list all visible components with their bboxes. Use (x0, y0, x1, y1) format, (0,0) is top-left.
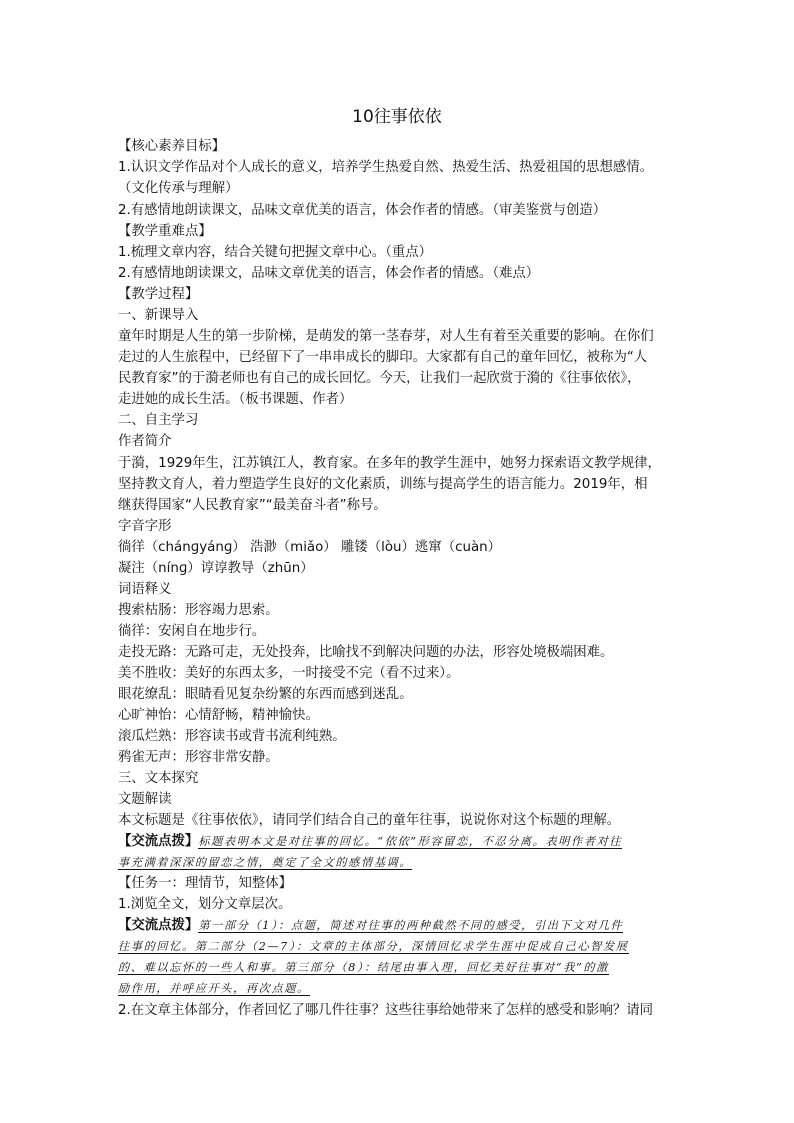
text-line: 走进她的成长生活。（板书课题、作者） (118, 392, 353, 407)
text-line: 2.有感情地朗读课文，品味文章优美的语言，体会作者的情感。（难点） (118, 266, 540, 281)
handwritten-answer: 第一部分（1）：点题，简述对往事的两种截然不同的感受，引出下文对几件 (198, 919, 624, 932)
subheading: 字音字形 (118, 519, 172, 534)
text-line: 1.浏览全文，划分文章层次。 (118, 897, 292, 912)
handwritten-answer: 标题表明本文是对往事的回忆。“依依”形容留恋，不忍分离。表明作者对往 (198, 835, 623, 848)
text-line: 于漪，1929年生，江苏镇江人，教育家。在多年的教学生涯中，她努力探索语文教学规律， (118, 456, 661, 471)
answer-line (118, 979, 684, 999)
text-line: （文化传承与理解） (118, 181, 239, 196)
text-line: 走过的人生旅程中，已经留下了一串串成长的脚印。大家都有自己的童年回忆，被称为“人 (118, 350, 648, 365)
answer-line (118, 853, 684, 873)
text-line: 徜徉：安闲自在地步行。 (118, 624, 266, 639)
handwritten-answer: 往事的回忆。第二部分（2—7）：文章的主体部分，深情回忆求学生涯中促成自己心智发展 (118, 940, 629, 953)
text-line: 本文标题是《往事依依》，请同学们结合自己的童年往事，说说你对这个标题的理解。 (118, 813, 621, 828)
section-heading: 【教学过程】 (118, 287, 199, 302)
text-line: 1.梳理文章内容，结合关键句把握文章中心。（重点） (118, 245, 433, 260)
answer-label: 【交流点拨】 (118, 834, 199, 849)
section-heading: 【核心素养目标】 (118, 139, 226, 154)
text-line: 1.认识文学作品对个人成长的意义，培养学生热爱自然、热爱生活、热爱祖国的思想感情。 (118, 160, 654, 175)
handwritten-answer: 的、难以忘怀的一些人和事。第三部分（8）：结尾由事入理，回忆美好往事对“我”的激 (118, 961, 609, 974)
section-heading: 三、文本探究 (118, 771, 199, 786)
answer-line (118, 958, 684, 978)
text-line: 眼花缭乱：眼睛看见复杂纷繁的东西而感到迷乱。 (118, 687, 413, 702)
text-line: 民教育家”的于漪老师也有自己的成长回忆。今天，让我们一起欣赏于漪的《往事依依》， (118, 371, 641, 386)
answer-line (118, 832, 684, 852)
page-title: 10往事依依 (352, 107, 442, 127)
text-line: 凝注（nínɡ）谆谆教导（zhūn） (118, 561, 314, 576)
text-line: 继获得国家“人民教育家”“最美奋斗者”称号。 (118, 498, 387, 513)
answer-line (118, 937, 684, 957)
section-heading: 【教学重难点】 (118, 224, 212, 239)
text-line: 美不胜收：美好的东西太多，一时接受不完（看不过来）。 (118, 666, 460, 681)
text-line: 滚瓜烂熟：形容读书或背书流利纯熟。 (118, 729, 346, 744)
subheading: 文题解读 (118, 792, 172, 807)
text-line: 童年时期是人生的第一步阶梯，是萌发的第一茎春芽，对人生有着至关重要的影响。在你们 (118, 329, 654, 344)
text-line: 2.在文章主体部分，作者回忆了哪几件往事？这些往事给她带来了怎样的感受和影响？请同 (118, 1003, 654, 1018)
text-line: 坚持教文育人，着力塑造学生良好的文化素质，训练与提高学生的语言能力。2019年，相 (118, 477, 648, 492)
handwritten-answer: 事充满着深深的留恋之情，奠定了全文的感情基调。 (118, 856, 413, 869)
section-heading: 二、自主学习 (118, 413, 199, 428)
text-line: 2.有感情地朗读课文，品味文章优美的语言，体会作者的情感。（审美鉴赏与创造） (118, 203, 607, 218)
task-heading: 【任务一：理情节，知整体】 (118, 876, 293, 891)
text-line: 心旷神怡：心情舒畅，精神愉快。 (118, 708, 319, 723)
answer-label: 【交流点拨】 (118, 918, 199, 933)
answer-line (118, 916, 684, 936)
subheading: 词语释义 (118, 582, 172, 597)
text-line: 搜索枯肠：形容竭力思索。 (118, 603, 279, 618)
text-line: 鸦雀无声：形容非常安静。 (118, 750, 279, 765)
handwritten-answer: 励作用，并呼应开头，再次点题。 (118, 982, 310, 995)
text-line: 走投无路：无路可走，无处投奔，比喻找不到解决问题的办法，形容处境极端困难。 (118, 645, 614, 660)
subheading: 作者简介 (118, 434, 172, 449)
text-line: 徜徉（chánɡyánɡ） 浩渺（miǎo） 雕镂（lòu）逃窜（cuàn） (118, 540, 502, 555)
section-heading: 一、新课导入 (118, 308, 199, 323)
